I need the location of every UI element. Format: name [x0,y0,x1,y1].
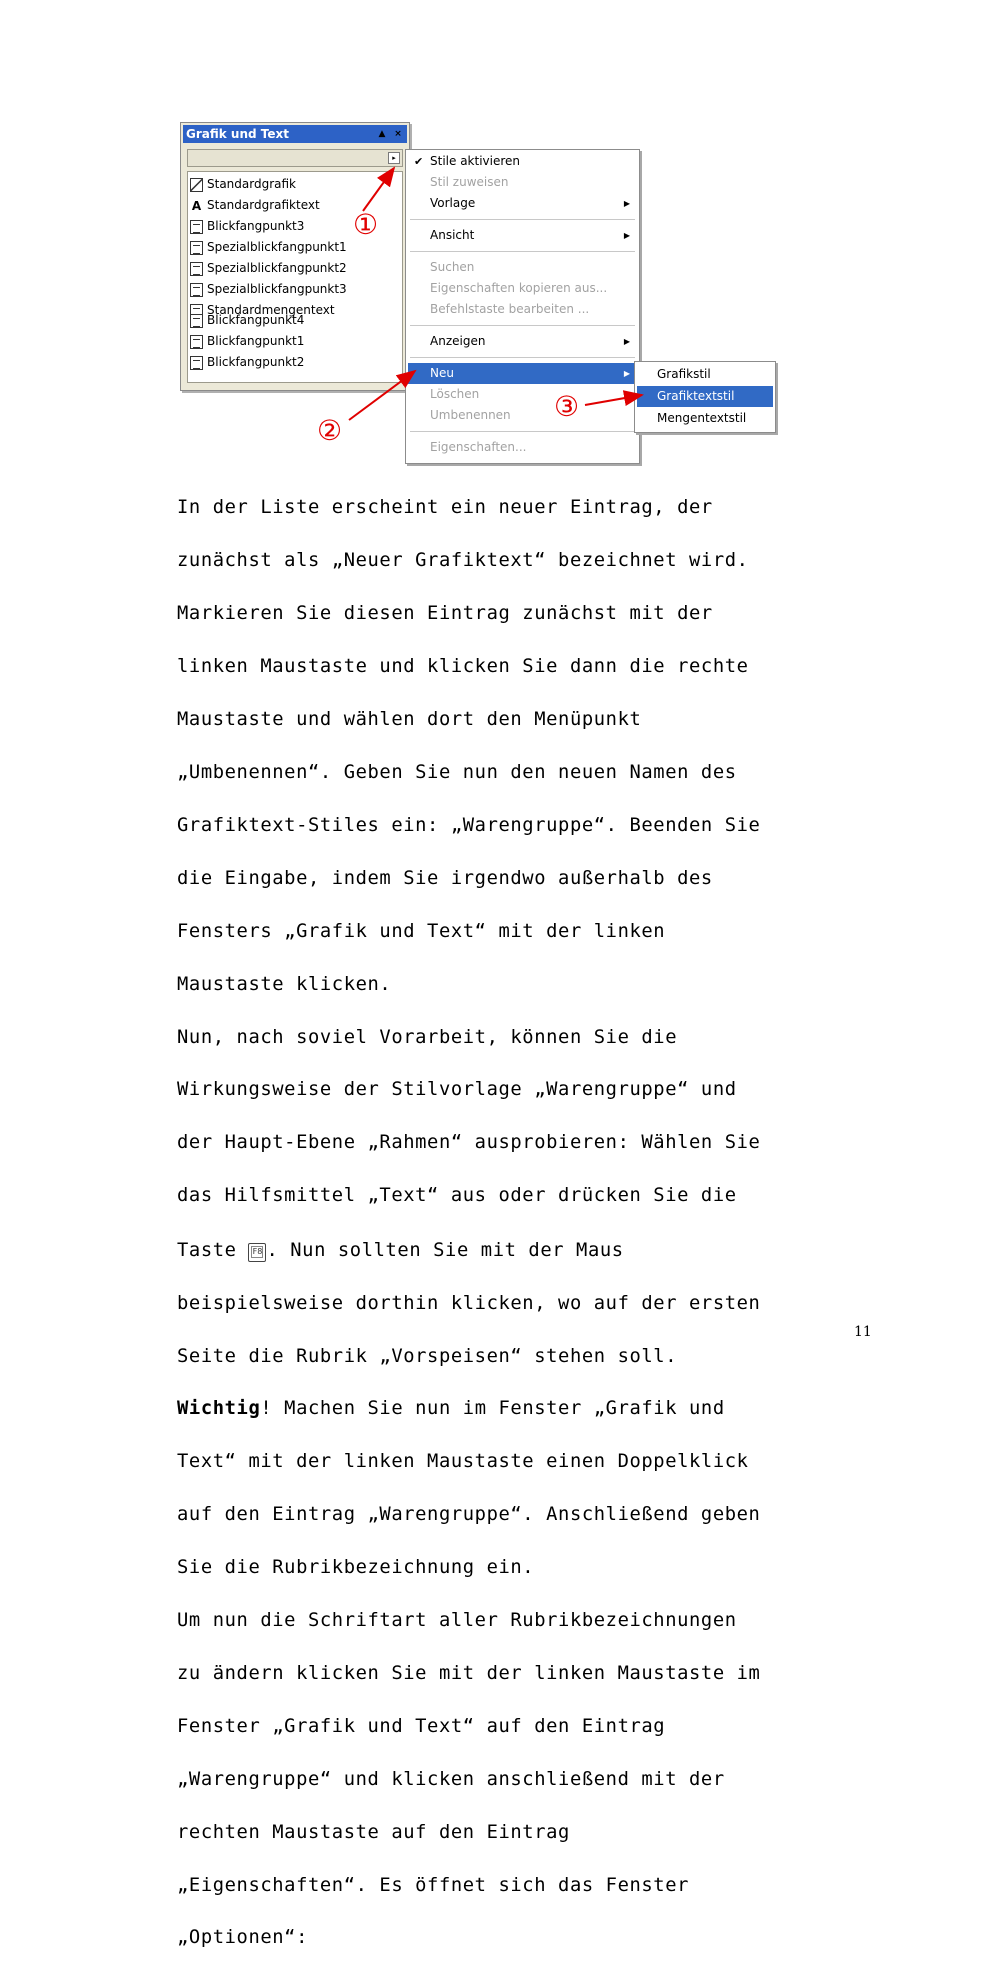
body-text [177,469,877,1978]
important-label: Wichtig [177,1398,261,1420]
list-item[interactable]: Standardmengentext [190,300,335,320]
close-icon[interactable]: × [394,129,402,139]
callout-arrows [177,118,779,468]
list-item-partial: Blickfangpunkt4 [190,317,304,323]
submenu-arrow-icon: ▶ [623,231,630,240]
page-number: 11 [854,1324,872,1340]
text-line-important: Wichtig! Machen Sie nun im Fenster „Grafik und [177,1398,725,1420]
submenu-item-mengentextstil[interactable]: Mengentextstil [657,411,747,425]
menu-item-vorlage[interactable]: Vorlage ▶ [408,193,637,214]
submenu-arrow-icon: ▶ [623,199,630,208]
list-item[interactable]: Spezialblickfangpunkt3 [190,279,347,299]
menu-item-suchen[interactable]: Suchen [430,260,475,274]
list-item[interactable]: A Standardgrafiktext [191,198,320,213]
check-icon: ✔ [414,155,424,168]
text-line: Nun, nach soviel Vorarbeit, können Sie die [177,1026,678,1048]
menu-item-anzeigen[interactable]: Anzeigen ▶ [408,331,637,352]
text-line: In der Liste erscheint ein neuer Eintrag, der [177,497,713,519]
menu-item-eigenschaften[interactable]: Eigenschaften... [430,440,527,454]
menu-item-befehlstaste-bearbeiten[interactable]: Befehlstaste bearbeiten ... [430,302,590,316]
text-line: Maustaste klicken. [177,973,392,995]
text-line: „Optionen“: [177,1927,308,1949]
menu-item-stile-aktivieren[interactable]: ✔ Stile aktivieren [408,151,637,172]
text-line: Sie die Rubrikbezeichnung ein. [177,1557,535,1579]
text-line: „Eigenschaften“. Es öffnet sich das Fenster [177,1874,690,1896]
text-line: Text“ mit der linken Maustaste einen Doppelklick [177,1451,749,1473]
text-line: „Warengruppe“ und klicken anschließend mit der [177,1768,725,1790]
text-style-icon: A [191,198,202,213]
text-line: der Haupt-Ebene „Rahmen“ ausprobieren: Wählen Sie [177,1132,761,1154]
collapse-icon[interactable]: ▲ [378,129,386,139]
text-line: auf den Eintrag „Warengruppe“. Anschließend geben [177,1504,761,1526]
callout-number-2: ② [317,414,343,447]
callout-number-3: ③ [554,390,580,423]
arrow-to-grafiktextstil [585,395,642,405]
menu-item-stil-zuweisen[interactable]: Stil zuweisen [430,175,509,189]
text-line: „Umbenennen“. Geben Sie nun den neuen Namen des [177,761,737,783]
text-line: zunächst als „Neuer Grafiktext“ bezeichnet wird. [177,550,749,572]
menu-item-eigenschaften-kopieren[interactable]: Eigenschaften kopieren aus... [430,281,608,295]
arrow-to-menu-button [363,168,394,211]
text-line: die Eingabe, indem Sie irgendwo außerhalb des [177,867,713,889]
text-line: linken Maustaste und klicken Sie dann die rechte [177,656,749,678]
submenu-arrow-icon: ▶ [623,337,630,346]
text-line: rechten Maustaste auf den Eintrag [177,1821,570,1843]
menu-item-ansicht[interactable]: Ansicht ▶ [408,225,637,246]
text-line: Grafiktext-Stiles ein: „Warengruppe“. Beenden Sie [177,814,761,836]
text-line: Fensters „Grafik und Text“ mit der linken [177,920,666,942]
menu-item-loeschen[interactable]: Löschen [430,387,480,401]
submenu-item-grafiktextstil[interactable]: Grafiktextstil [637,386,773,407]
menu-item-neu[interactable]: Neu ▶ [408,363,637,384]
list-item[interactable]: Blickfangpunkt2 [190,352,304,372]
list-item[interactable]: Spezialblickfangpunkt2 [190,258,347,278]
text-line: beispielsweise dorthin klicken, wo auf der ersten [177,1292,761,1314]
f8-key-icon: F8 [248,1243,266,1262]
list-item[interactable]: Blickfangpunkt1 [190,331,304,351]
text-line-key: Taste F8 . Nun sollten Sie mit der Maus [177,1240,624,1262]
submenu-item-grafikstil[interactable]: Grafikstil [657,367,711,381]
screenshot-figure [177,118,779,468]
menu-item-umbenennen[interactable]: Umbenennen [430,408,511,422]
text-line: Fenster „Grafik und Text“ auf den Eintrag [177,1715,666,1737]
text-line: Maustaste und wählen dort den Menüpunkt [177,709,642,731]
text-line: Um nun die Schriftart aller Rubrikbezeichnungen [177,1610,737,1632]
menu-arrow-icon[interactable]: ▸ [388,152,400,164]
text-line: Markieren Sie diesen Eintrag zunächst mit der [177,603,713,625]
text-line: Wirkungsweise der Stilvorlage „Warengruppe“ und [177,1079,737,1101]
text-line: zu ändern klicken Sie mit der linken Maustaste im [177,1662,761,1684]
arrow-to-neu [349,371,415,420]
list-item[interactable]: Standardgrafik [190,174,296,194]
text-line: Seite die Rubrik „Vorspeisen“ stehen soll. [177,1345,678,1367]
list-item[interactable]: Blickfangpunkt3 [190,216,304,236]
text-line: das Hilfsmittel „Text“ aus oder drücken Sie die [177,1185,737,1207]
panel-title: Grafik und Text [186,127,289,141]
list-item[interactable]: Spezialblickfangpunkt1 [190,237,347,257]
callout-number-1: ① [353,208,379,241]
submenu-arrow-icon: ▶ [623,369,630,378]
